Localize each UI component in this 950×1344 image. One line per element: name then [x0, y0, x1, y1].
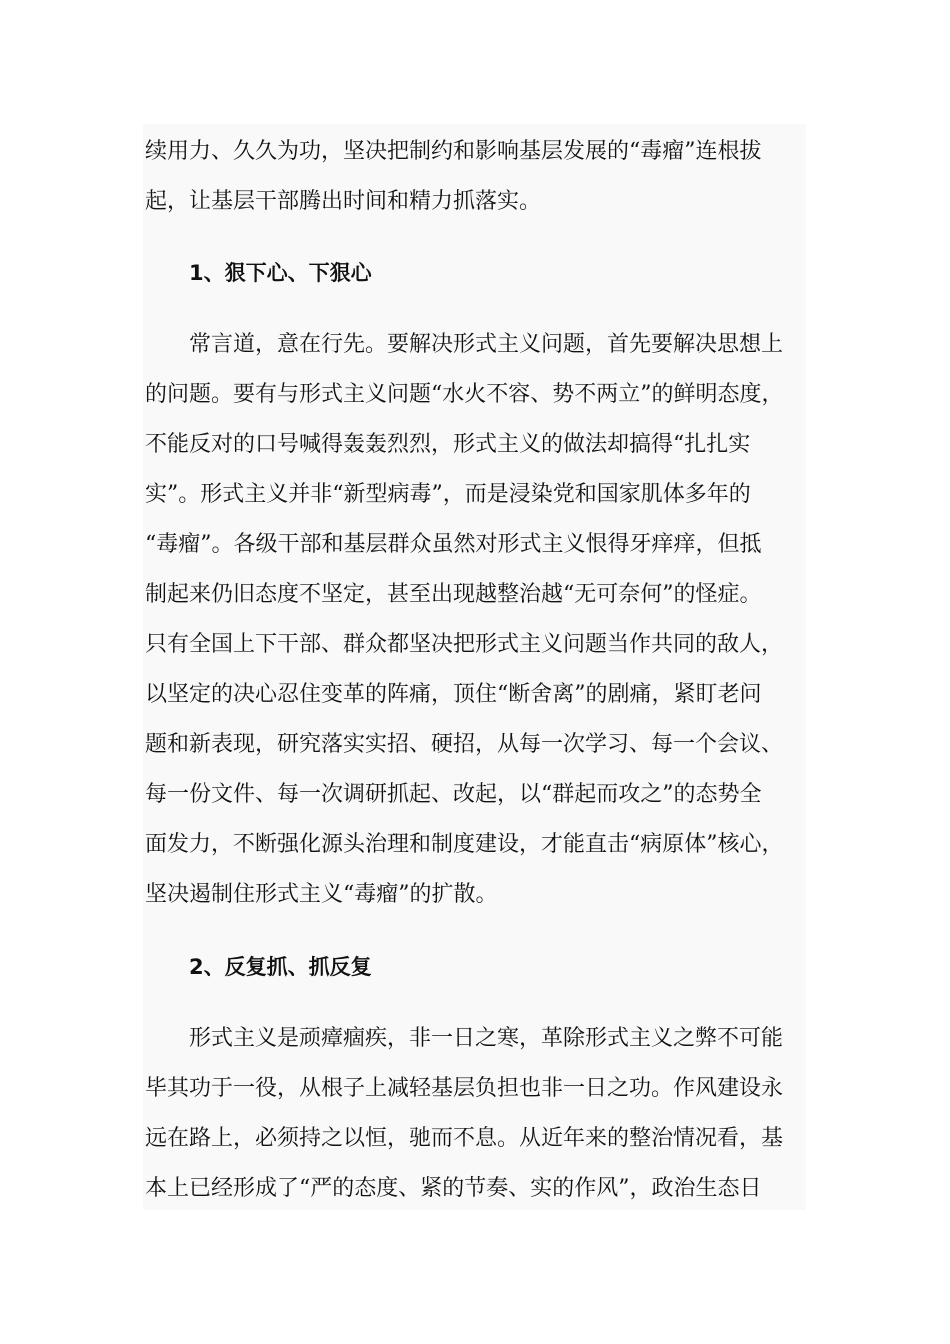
paragraph-line: 续用力、久久为功，坚决把制约和影响基层发展的“毒瘤”连根拔: [145, 139, 762, 164]
section-heading-1: 1、狠下心、下狠心: [189, 261, 372, 285]
paragraph-line: 不能反对的口号喊得轰轰烈烈，形式主义的做法却搞得“扎扎实: [145, 432, 751, 457]
paragraph-line: “毒瘤”。各级干部和基层群众虽然对形式主义恨得牙痒痒，但抵: [145, 532, 762, 557]
paragraph-line: 实”。形式主义并非“新型病毒”，而是浸染党和国家肌体多年的: [145, 482, 751, 507]
paragraph-line: 常言道，意在行先。要解决形式主义问题，首先要解决思想上: [189, 332, 784, 357]
paragraph-line: 面发力，不断强化源头治理和制度建设，才能直击“病原体”核心，: [145, 832, 784, 857]
paragraph-line: 起，让基层干部腾出时间和精力抓落实。: [145, 189, 542, 214]
paragraph-line: 形式主义是顽瘴痼疾，非一日之寒，革除形式主义之弊不可能: [189, 1026, 784, 1051]
section-heading-2: 2、反复抓、抓反复: [189, 955, 372, 979]
paragraph-line: 题和新表现，研究落实实招、硬招，从每一次学习、每一个会议、: [145, 732, 784, 757]
paragraph-line: 远在路上，必须持之以恒，驰而不息。从近年来的整治情况看，基: [145, 1126, 784, 1151]
paragraph-line: 本上已经形成了“严的态度、紧的节奏、实的作风”，政治生态日: [145, 1176, 762, 1201]
paragraph-line: 每一份文件、每一次调研抓起、改起，以“群起而攻之”的态势全: [145, 782, 762, 807]
paragraph-line: 的问题。要有与形式主义问题“水火不容、势不两立”的鲜明态度，: [145, 382, 784, 407]
paragraph-line: 制起来仍旧态度不坚定，甚至出现越整治越“无可奈何”的怪症。: [145, 582, 762, 607]
paragraph-line: 只有全国上下干部、群众都坚决把形式主义问题当作共同的敌人，: [145, 632, 784, 657]
paragraph-line: 以坚定的决心忍住变革的阵痛，顶住“断舍离”的剧痛，紧盯老问: [145, 682, 762, 707]
paragraph-line: 毕其功于一役，从根子上减轻基层负担也非一日之功。作风建设永: [145, 1076, 784, 1101]
paragraph-line: 坚决遏制住形式主义“毒瘤”的扩散。: [145, 882, 498, 907]
